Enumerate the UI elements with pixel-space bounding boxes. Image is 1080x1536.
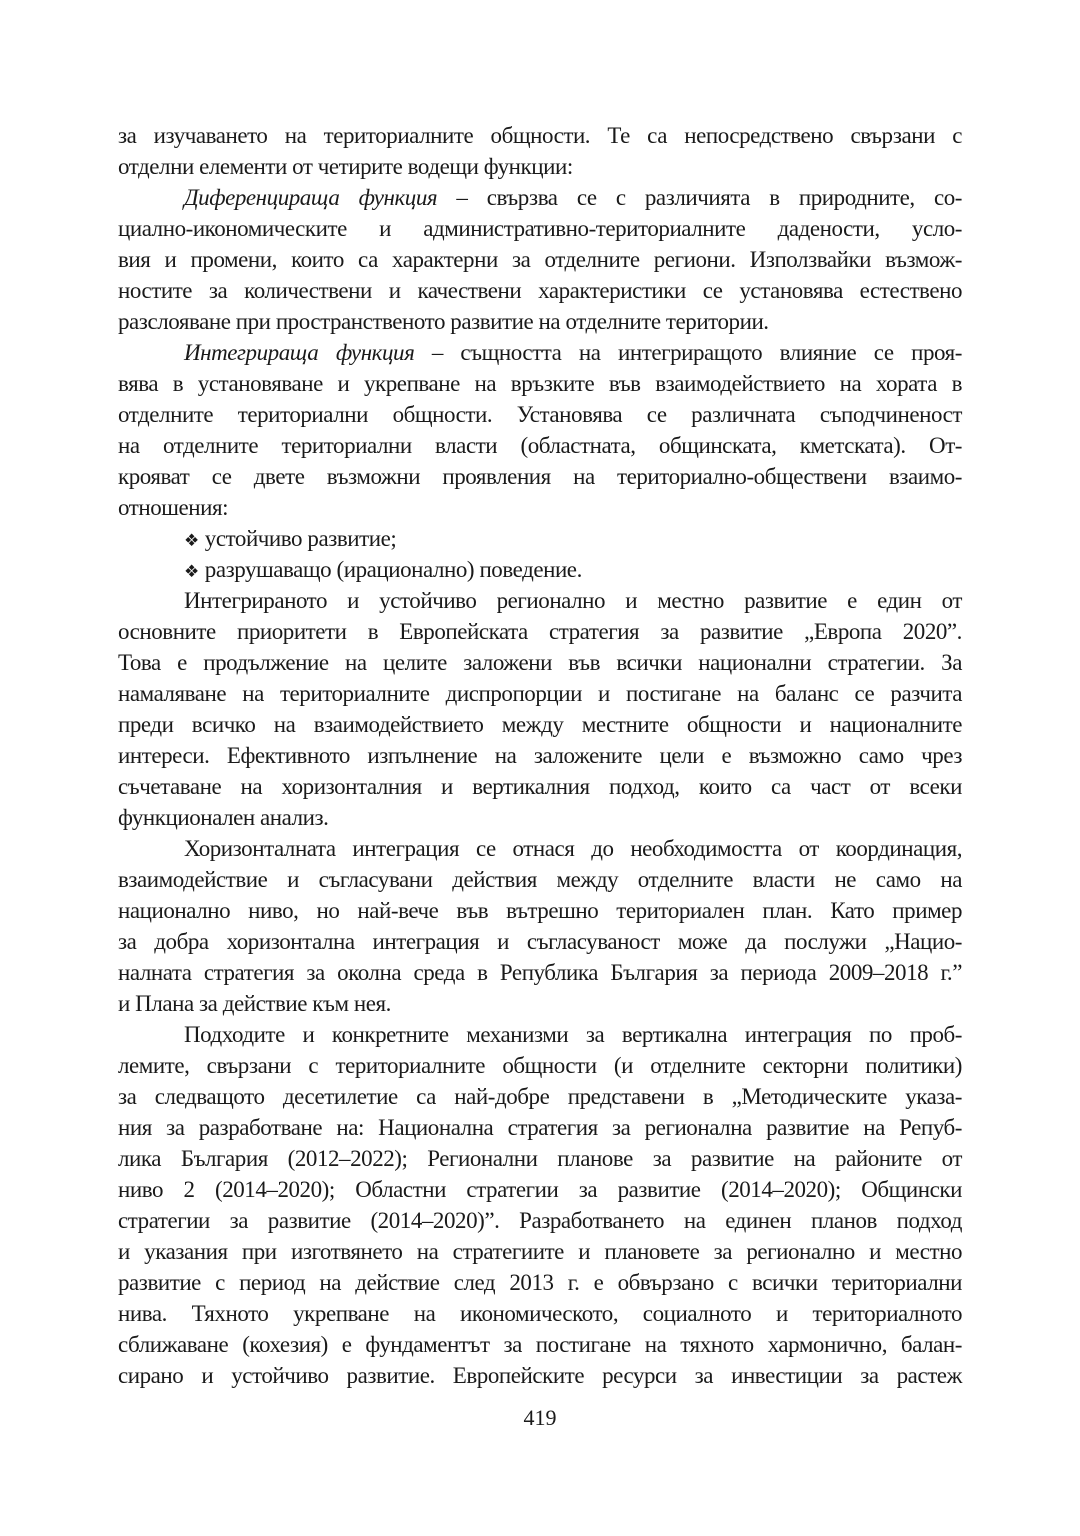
line-text: Това е продължение на целите заложени във всички национални стратегии. За [118, 650, 962, 675]
bullet-diamond-icon: ❖ [184, 531, 199, 550]
text-line [118, 616, 962, 647]
text-line [118, 864, 962, 895]
line-text: функционален анализ. [118, 805, 329, 830]
line-text: крояват се двете възможни проявления на териториално-обществени взаимо- [118, 464, 962, 489]
text-line [118, 957, 962, 988]
paragraph [118, 833, 962, 1019]
line-text: преди всичко на взаимодействието между местните общности и националните [118, 712, 962, 737]
text-line [118, 895, 962, 926]
paragraph [118, 585, 962, 833]
text-line [118, 182, 962, 213]
text-line [118, 1360, 962, 1391]
line-text: съчетаване на хоризонталния и вертикалния подход, които са част от всеки [118, 774, 962, 799]
line-text: отношения: [118, 495, 229, 520]
line-text: ния за разработване на: Национална стратегия за регионална развитие на Репуб- [118, 1115, 962, 1140]
text-line [118, 1298, 962, 1329]
line-text: сближаване (кохезия) е фундаментът за постигане на тяхното хармонично, балан- [118, 1332, 962, 1357]
text-line [118, 647, 962, 678]
line-text: за следващото десетилетие са най-добре представени в „Методическите указа- [118, 1084, 962, 1109]
text-line [118, 1236, 962, 1267]
line-text: Хоризонталната интеграция се отнася до необходимостта от координация, [184, 836, 962, 861]
text-line [118, 1112, 962, 1143]
line-text: Интегрираното и устойчиво регионално и местно развитие е един от [184, 588, 962, 613]
line-text: интереси. Ефективното изпълнение на заложените цели е възможно само чрез [118, 743, 962, 768]
text-line [118, 709, 962, 740]
line-text: за добра хоризонтална интеграция и съгласуваност може да послужи „Нацио- [118, 929, 962, 954]
page-number: 419 [523, 1405, 557, 1430]
line-text: Подходите и конкретните механизми за вертикална интеграция по проб- [184, 1022, 962, 1047]
line-text: вява в установяване и укрепване на връзките във взаимодействието на хората в [118, 371, 962, 396]
line-text: на отделните териториални власти (областната, общинската, кметската). От- [118, 433, 962, 458]
line-text: основните приоритети в Европейската стратегия за развитие „Европа 2020”. [118, 619, 962, 644]
bullet-item [118, 523, 962, 554]
line-text: сирано и устойчиво развитие. Европейските ресурси за инвестиции за растеж [118, 1363, 962, 1388]
text-line [118, 1174, 962, 1205]
line-text: ниво 2 (2014–2020); Областни стратегии за развитие (2014–2020); Общински [118, 1177, 962, 1202]
paragraph [118, 1019, 962, 1391]
line-text: национално ниво, но най-вече във вътрешно териториален план. Като пример [118, 898, 962, 923]
line-text: разрушаващо (ирационално) поведение. [204, 557, 582, 582]
line-text: устойчиво развитие; [204, 526, 397, 551]
line-text: разслояване при пространственото развитие на отделните територии. [118, 309, 769, 334]
text-line [118, 740, 962, 771]
text-line [118, 213, 962, 244]
line-text: стратегии за развитие (2014–2020)”. Разработването на единен планов подход [118, 1208, 962, 1233]
paragraph [118, 120, 962, 182]
italic-term: Диференцираща функция [184, 185, 438, 210]
page-body [118, 120, 962, 1391]
line-text: и Плана за действие към нея. [118, 991, 391, 1016]
line-text: развитие с период на действие след 2013 г. е обвързано с всички териториални [118, 1270, 962, 1295]
line-text: и указания при изготвянето на стратегиите и плановете за регионално и местно [118, 1239, 962, 1264]
line-text: вия и промени, които са характерни за отделните региони. Използвайки възмож- [118, 247, 962, 272]
text-line [118, 926, 962, 957]
line-text: нива. Тяхното укрепване на икономическото, социалното и териториалното [118, 1301, 962, 1326]
text-line [118, 399, 962, 430]
line-text: лемите, свързани с териториалните общности (и отделните секторни политики) [118, 1053, 962, 1078]
line-text: лика България (2012–2022); Регионални планове за развитие на районите от [118, 1146, 962, 1171]
line-text: взаимодействие и съгласувани действия между отделните власти не само на [118, 867, 962, 892]
text-line [118, 244, 962, 275]
bullet-item [118, 554, 962, 585]
text-line [118, 523, 962, 554]
line-text: за изучаването на териториалните общности. Те са непосредствено свързани с [118, 123, 962, 148]
text-line [118, 554, 962, 585]
text-line [118, 988, 962, 1019]
bullet-diamond-icon: ❖ [184, 562, 199, 581]
text-line [118, 368, 962, 399]
text-line [118, 306, 962, 337]
line-text: отделни елементи от четирите водещи функции: [118, 154, 573, 179]
text-line [118, 1019, 962, 1050]
text-line [118, 1143, 962, 1174]
line-text: – свързва се с различията в природните, со- [437, 185, 962, 210]
paragraph [118, 337, 962, 523]
italic-term: Интегрираща функция [184, 340, 415, 365]
text-line [118, 771, 962, 802]
line-text: – същността на интегриращото влияние се проя- [414, 340, 962, 365]
text-line [118, 1329, 962, 1360]
line-text: намаляване на териториалните диспропорции и постигане на баланс се разчита [118, 681, 962, 706]
text-line [118, 430, 962, 461]
text-line [118, 1050, 962, 1081]
paragraph [118, 182, 962, 337]
text-line [118, 1205, 962, 1236]
text-line [118, 1081, 962, 1112]
text-line [118, 492, 962, 523]
text-line [118, 275, 962, 306]
text-line [118, 120, 962, 151]
text-line [118, 833, 962, 864]
text-line [118, 337, 962, 368]
line-text: ностите за количествени и качествени характеристики се установява естествено [118, 278, 962, 303]
text-line [118, 802, 962, 833]
text-line [118, 1267, 962, 1298]
text-line [118, 678, 962, 709]
text-line [118, 585, 962, 616]
text-line [118, 151, 962, 182]
line-text: циално-икономическите и административно-териториалните дадености, усло- [118, 216, 962, 241]
line-text: отделните териториални общности. Установява се различната съподчиненост [118, 402, 962, 427]
text-line [118, 461, 962, 492]
line-text: налната стратегия за околна среда в Република България за периода 2009–2018 г.” [118, 960, 962, 985]
